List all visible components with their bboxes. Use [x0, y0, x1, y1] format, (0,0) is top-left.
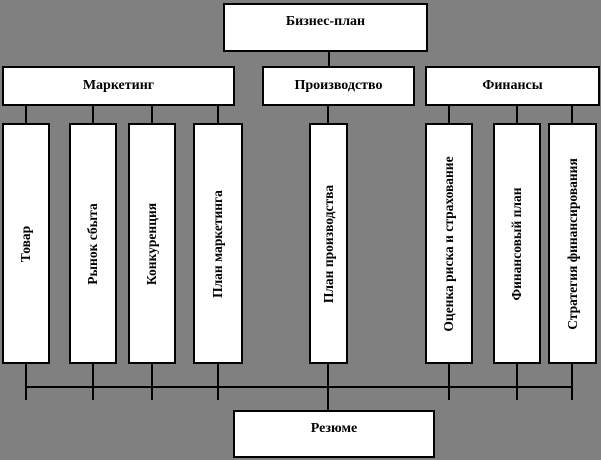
connector-bottom-risk-insurance	[448, 364, 450, 400]
connector-bottom-financing-strategy	[571, 364, 573, 400]
leaf-competition-label: Конкуренция	[144, 202, 159, 285]
leaf-financial-plan	[493, 123, 541, 364]
connector-top-competition	[151, 104, 153, 124]
node-finance-label: Финансы	[482, 78, 543, 93]
leaf-financing-strategy	[548, 123, 597, 364]
leaf-product-label: Товар	[18, 225, 33, 262]
connector-bottom-competition	[151, 364, 153, 400]
node-summary-label: Резюме	[310, 421, 358, 436]
leaf-financing-strategy-label: Стратегия финансирования	[564, 157, 580, 330]
leaf-marketing-plan-label: План маркетинга	[210, 189, 225, 298]
leaf-competition	[128, 123, 176, 364]
connector-bus-line	[25, 386, 573, 388]
leaf-marketing-plan	[193, 123, 243, 364]
leaf-sales-market-label: Рынок сбыта	[85, 202, 100, 285]
connector-top-product	[25, 104, 27, 124]
connector-top-financial-plan	[516, 104, 518, 124]
node-production	[262, 66, 415, 106]
leaf-production-plan-label: План производства	[320, 184, 336, 303]
connector-bottom-marketing-plan	[217, 364, 219, 400]
leaf-product	[2, 123, 50, 364]
leaf-sales-market	[69, 123, 117, 364]
connector-bottom-financial-plan	[516, 364, 518, 400]
node-business-plan-label: Бизнес-план	[285, 14, 366, 29]
node-finance	[425, 66, 600, 106]
leaf-risk-insurance-label: Оценка риска и страхование	[441, 155, 456, 332]
connector-bottom-sales-market	[92, 364, 94, 400]
leaf-financial-plan-label: Финансовый план	[509, 187, 524, 300]
node-production-label: Производство	[294, 78, 383, 93]
connector-bottom-product	[25, 364, 27, 400]
connector-top-production-plan	[327, 104, 329, 124]
node-business-plan	[223, 3, 428, 52]
leaf-risk-insurance	[425, 123, 473, 364]
node-marketing	[2, 66, 235, 106]
connector-top-sales-market	[92, 104, 94, 124]
node-summary	[233, 410, 435, 458]
connector-root-drop	[328, 51, 330, 66]
leaf-production-plan	[309, 123, 348, 364]
node-marketing-label: Маркетинг	[82, 78, 155, 93]
connector-top-risk-insurance	[448, 104, 450, 124]
connector-top-financing-strategy	[571, 104, 573, 124]
connector-top-marketing-plan	[217, 104, 219, 124]
